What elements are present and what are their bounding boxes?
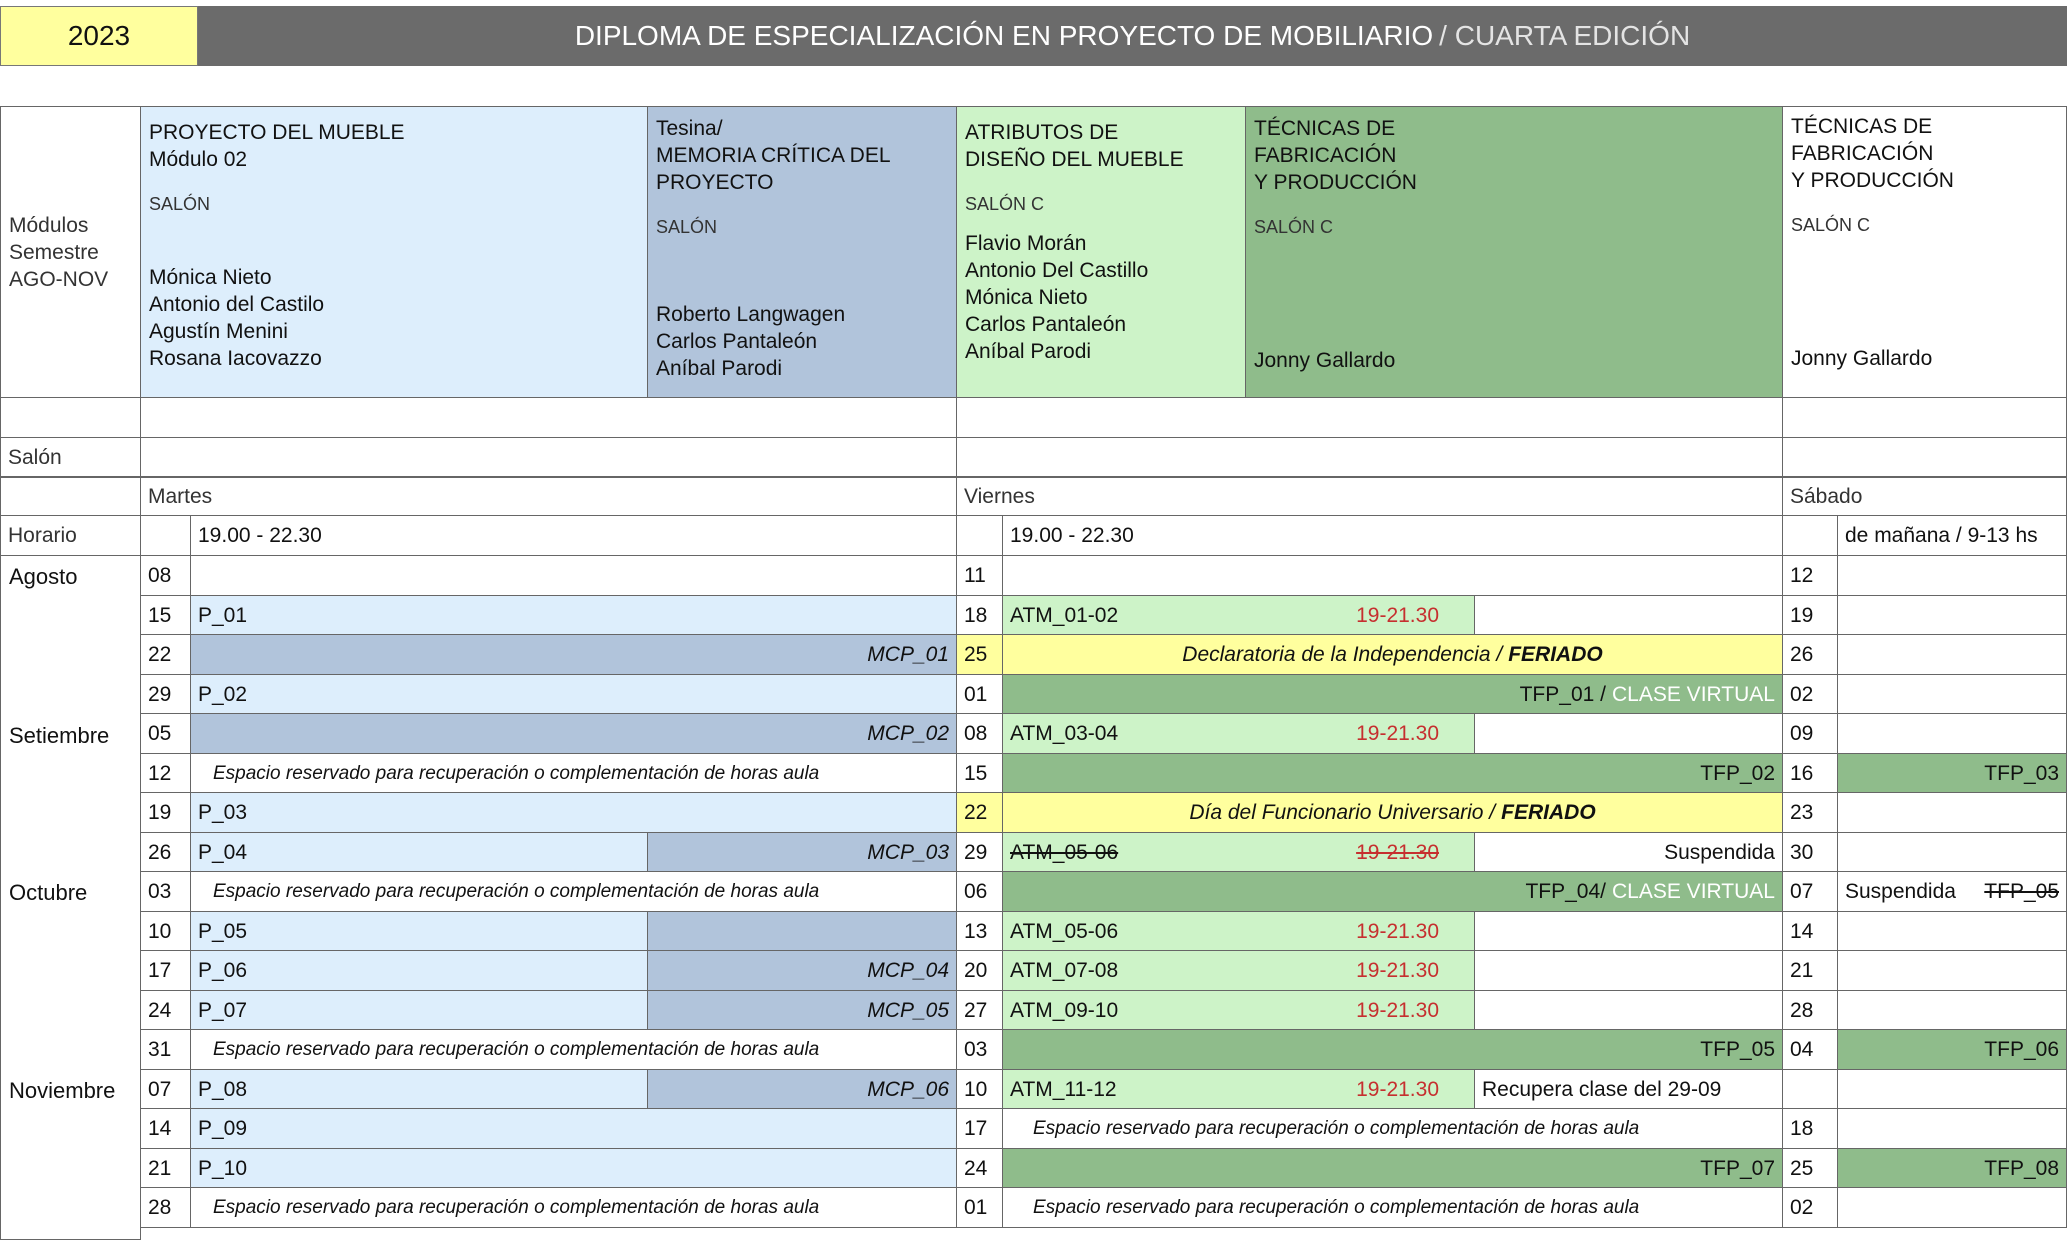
- blank-cell: [956, 397, 1783, 438]
- fri-date: 22: [956, 792, 1003, 833]
- module-salon: SALÓN: [149, 194, 211, 214]
- tfp-code: TFP_04/: [1525, 880, 1606, 903]
- fri-session: [1002, 713, 1475, 754]
- tue-date: 19: [140, 792, 191, 833]
- sat-date: 28: [1782, 990, 1838, 1030]
- salon-sat: [1782, 437, 2067, 478]
- fri-date: 11: [956, 555, 1003, 596]
- module-title: Y PRODUCCIÓN: [1254, 171, 1417, 194]
- fri-date: 29: [956, 832, 1003, 872]
- sat-hours: de mañana / 9-13 hs: [1837, 515, 2067, 556]
- tue-session: [190, 555, 957, 596]
- salon-tue: [140, 437, 957, 478]
- sat-date: 30: [1782, 832, 1838, 872]
- sat-tfp: TFP_08: [1837, 1148, 2067, 1188]
- sat-session: [1837, 1069, 2067, 1109]
- fri-date: 06: [956, 871, 1003, 912]
- module-title: Y PRODUCCIÓN: [1791, 169, 1954, 192]
- atm-time: 19-21.30: [1356, 603, 1439, 627]
- module-title: ATRIBUTOS DE: [965, 121, 1119, 144]
- tue-session: P_08: [190, 1069, 648, 1109]
- teacher-name: Roberto Langwagen: [656, 303, 846, 326]
- holiday-tag: FERIADO: [1501, 801, 1596, 824]
- tue-memoria: [647, 911, 957, 951]
- sat-date: 18: [1782, 1108, 1838, 1149]
- tue-reserved: Espacio reservado para recuperación o complementación de horas aula: [190, 1187, 957, 1228]
- fri-date: 01: [956, 1187, 1003, 1228]
- tue-session: P_01: [190, 595, 957, 635]
- tue-date: 26: [140, 832, 191, 872]
- semestre-label: Semestre: [9, 240, 99, 264]
- module-salon: SALÓN C: [1791, 215, 1871, 235]
- page-title: [198, 6, 2067, 66]
- tue-memoria: MCP_06: [647, 1069, 957, 1109]
- sat-session: [1837, 832, 2067, 872]
- blank-cell: [956, 515, 1003, 556]
- tue-date: 07: [140, 1069, 191, 1109]
- module-title: PROYECTO DEL MUEBLE: [149, 121, 405, 144]
- fri-tfp: TFP_05: [1002, 1029, 1783, 1070]
- teacher-name: Agustín Menini: [149, 320, 288, 343]
- sat-tfp: TFP_06: [1837, 1029, 2067, 1070]
- module-atributos: [956, 106, 1246, 398]
- fri-tfp: TFP_02: [1002, 753, 1783, 793]
- tue-date: 15: [140, 595, 191, 635]
- fri-date: 13: [956, 911, 1003, 951]
- holiday-name: Declaratoria de la Independencia /: [1182, 643, 1503, 666]
- sat-date: 26: [1782, 634, 1838, 675]
- tfp-code: TFP_01 /: [1519, 682, 1606, 706]
- tue-date: 08: [140, 555, 191, 596]
- sat-date: 12: [1782, 555, 1838, 596]
- tue-date: 17: [140, 950, 191, 991]
- tue-reserved: Espacio reservado para recuperación o complementación de horas aula: [190, 1029, 957, 1070]
- fri-date: 01: [956, 674, 1003, 714]
- teacher-name: Carlos Pantaleón: [656, 330, 818, 353]
- teacher-name: Mónica Nieto: [965, 286, 1088, 309]
- month-octubre: Octubre: [9, 879, 88, 905]
- tue-session: P_04: [190, 832, 648, 872]
- fri-session: [1002, 595, 1475, 635]
- teacher-name: Aníbal Parodi: [656, 357, 783, 380]
- atm-time: 19-21.30: [1356, 1077, 1439, 1101]
- sat-date: 09: [1782, 713, 1838, 754]
- module-title: TÉCNICAS DE: [1254, 117, 1396, 140]
- fri-date: 08: [956, 713, 1003, 754]
- salon-label: Salón: [0, 437, 141, 478]
- atm-time: 19-21.30: [1356, 722, 1439, 745]
- modules-label-cell: [0, 106, 141, 398]
- fri-empty: [1474, 911, 1783, 951]
- fri-session: [1002, 911, 1475, 951]
- sat-tfp: TFP_03: [1837, 753, 2067, 793]
- sat-date: 19: [1782, 595, 1838, 635]
- tue-date: 29: [140, 674, 191, 714]
- teacher-name: Antonio del Castilo: [149, 293, 325, 316]
- tue-hours: 19.00 - 22.30: [190, 515, 957, 556]
- periodo-label: AGO-NOV: [9, 267, 109, 291]
- atm-code: ATM_05-06: [1010, 840, 1119, 864]
- fri-hours: 19.00 - 22.30: [1002, 515, 1783, 556]
- modulos-label: Módulos: [9, 213, 89, 237]
- sat-date: 14: [1782, 911, 1838, 951]
- fri-date: 10: [956, 1069, 1003, 1109]
- sat-session: [1837, 555, 2067, 596]
- month-noviembre: Noviembre: [9, 1077, 116, 1103]
- fri-date: 15: [956, 753, 1003, 793]
- virtual-tag: CLASE VIRTUAL: [1611, 880, 1775, 903]
- sat-date: 23: [1782, 792, 1838, 833]
- blank-cell: [0, 476, 141, 516]
- tue-session: P_06: [190, 950, 648, 991]
- fri-session: [1002, 990, 1475, 1030]
- sat-session: [1837, 634, 2067, 675]
- sat-date: 16: [1782, 753, 1838, 793]
- tue-date: 24: [140, 990, 191, 1030]
- tue-date: 31: [140, 1029, 191, 1070]
- blank-cell: [1782, 397, 2067, 438]
- tue-reserved: Espacio reservado para recuperación o complementación de horas aula: [190, 753, 957, 793]
- fri-tfp: [1002, 674, 1783, 714]
- blank-cell: [140, 397, 957, 438]
- fri-note: Suspendida: [1474, 832, 1783, 872]
- teacher-name: Carlos Pantaleón: [965, 313, 1127, 336]
- sat-session: [1837, 792, 2067, 833]
- year-badge: 2023: [0, 6, 198, 66]
- sat-date: 21: [1782, 950, 1838, 991]
- module-tecnicas-2: [1782, 106, 2067, 398]
- sat-session: [1837, 990, 2067, 1030]
- sat-session: [1837, 713, 2067, 754]
- fri-empty: [1474, 950, 1783, 991]
- day-saturday: Sábado: [1782, 476, 2067, 516]
- fri-date: 20: [956, 950, 1003, 991]
- day-tuesday: Martes: [140, 476, 957, 516]
- module-title: MEMORIA CRÍTICA DEL: [656, 144, 891, 167]
- sat-session: [1837, 911, 2067, 951]
- tue-memoria: MCP_05: [647, 990, 957, 1030]
- tue-session: P_02: [190, 674, 957, 714]
- fri-session: [1002, 950, 1475, 991]
- module-title: PROYECTO: [656, 171, 774, 194]
- atm-code: ATM_11-12: [1010, 1077, 1117, 1101]
- sat-session: [1837, 595, 2067, 635]
- module-salon: SALÓN C: [1254, 217, 1334, 237]
- tue-session: P_09: [190, 1108, 957, 1149]
- fri-date: 25: [956, 634, 1003, 675]
- module-title: DISEÑO DEL MUEBLE: [965, 148, 1184, 171]
- atm-time: 19-21.30: [1356, 840, 1439, 864]
- fri-note: Recupera clase del 29-09: [1474, 1069, 1783, 1109]
- tue-session: P_03: [190, 792, 957, 833]
- blank-cell: [0, 397, 141, 438]
- atm-code: ATM_09-10: [1010, 998, 1119, 1022]
- tue-date: 28: [140, 1187, 191, 1228]
- blank-cell: [1782, 515, 1838, 556]
- title-edition: / CUARTA EDICIÓN: [1439, 20, 1691, 51]
- sat-session: [1837, 1108, 2067, 1149]
- fri-date: 17: [956, 1108, 1003, 1149]
- holiday-tag: FERIADO: [1508, 643, 1603, 666]
- fri-reserved: Espacio reservado para recuperación o complementación de horas aula: [1002, 1108, 1783, 1149]
- sat-date: 25: [1782, 1148, 1838, 1188]
- tue-session: MCP_02: [190, 713, 957, 754]
- fri-empty: [1474, 595, 1783, 635]
- teacher-name: Jonny Gallardo: [1791, 347, 1933, 370]
- sat-date: 04: [1782, 1029, 1838, 1070]
- module-title: FABRICACIÓN: [1791, 142, 1934, 165]
- suspended-label: Suspendida: [1845, 880, 1956, 903]
- tue-date: 03: [140, 871, 191, 912]
- tue-session: P_05: [190, 911, 648, 951]
- module-proyecto-mueble: [140, 106, 648, 398]
- teacher-name: Mónica Nieto: [149, 266, 272, 289]
- module-title: Tesina/: [656, 117, 723, 140]
- module-title: FABRICACIÓN: [1254, 144, 1397, 167]
- teacher-name: Flavio Morán: [965, 232, 1087, 255]
- tue-date: 12: [140, 753, 191, 793]
- horario-label: Horario: [0, 515, 141, 556]
- fri-session: [1002, 555, 1783, 596]
- fri-session: [1002, 1069, 1475, 1109]
- tue-date: 22: [140, 634, 191, 675]
- teacher-name: Rosana Iacovazzo: [149, 347, 322, 370]
- fri-date: 27: [956, 990, 1003, 1030]
- fri-holiday: [1002, 792, 1783, 833]
- module-tecnicas-1: [1245, 106, 1783, 398]
- sat-session: [1837, 674, 2067, 714]
- blank-cell: [140, 515, 191, 556]
- tue-session: MCP_01: [190, 634, 957, 675]
- atm-code: ATM_05-06: [1010, 919, 1119, 943]
- module-salon: SALÓN: [656, 217, 718, 237]
- teacher-name: Aníbal Parodi: [965, 340, 1092, 363]
- holiday-name: Día del Funcionario Universario /: [1189, 801, 1496, 824]
- tue-memoria: MCP_04: [647, 950, 957, 991]
- sat-session: [1837, 1187, 2067, 1228]
- sat-date: 02: [1782, 1187, 1838, 1228]
- fri-tfp: [1002, 871, 1783, 912]
- title-main: DIPLOMA DE ESPECIALIZACIÓN EN PROYECTO DE MOBILIARIO: [574, 20, 1434, 51]
- sat-suspended: [1837, 871, 2067, 912]
- sat-date: 07: [1782, 871, 1838, 912]
- fri-date: 18: [956, 595, 1003, 635]
- atm-code: ATM_03-04: [1010, 722, 1119, 745]
- salon-fri: [956, 437, 1783, 478]
- atm-time: 19-21.30: [1356, 919, 1439, 943]
- sat-tfp-cancelled: TFP_05: [1984, 880, 2059, 903]
- atm-time: 19-21.30: [1356, 998, 1439, 1022]
- virtual-tag: CLASE VIRTUAL: [1611, 682, 1775, 706]
- tue-date: 14: [140, 1108, 191, 1149]
- sat-date: [1782, 1069, 1838, 1109]
- day-friday: Viernes: [956, 476, 1783, 516]
- fri-empty: [1474, 713, 1783, 754]
- sat-session: [1837, 950, 2067, 991]
- atm-time: 19-21.30: [1356, 959, 1439, 982]
- month-setiembre: Setiembre: [9, 722, 110, 748]
- module-title: TÉCNICAS DE: [1791, 115, 1933, 138]
- tue-session: P_07: [190, 990, 648, 1030]
- fri-tfp: TFP_07: [1002, 1148, 1783, 1188]
- module-subtitle: Módulo 02: [149, 148, 248, 171]
- atm-code: ATM_07-08: [1010, 959, 1119, 982]
- teacher-name: Jonny Gallardo: [1254, 349, 1396, 372]
- fri-date: 24: [956, 1148, 1003, 1188]
- fri-holiday: [1002, 634, 1783, 675]
- fri-empty: [1474, 990, 1783, 1030]
- tue-date: 10: [140, 911, 191, 951]
- tue-session: P_10: [190, 1148, 957, 1188]
- teacher-name: Antonio Del Castillo: [965, 259, 1149, 282]
- tue-reserved: Espacio reservado para recuperación o complementación de horas aula: [190, 871, 957, 912]
- month-agosto: Agosto: [9, 563, 78, 589]
- fri-date: 03: [956, 1029, 1003, 1070]
- fri-session: [1002, 832, 1475, 872]
- sat-date: 02: [1782, 674, 1838, 714]
- module-tesina: [647, 106, 957, 398]
- tue-date: 05: [140, 713, 191, 754]
- module-salon: SALÓN C: [965, 194, 1045, 214]
- tue-date: 21: [140, 1148, 191, 1188]
- atm-code: ATM_01-02: [1010, 603, 1119, 627]
- tue-memoria: MCP_03: [647, 832, 957, 872]
- fri-reserved: Espacio reservado para recuperación o complementación de horas aula: [1002, 1187, 1783, 1228]
